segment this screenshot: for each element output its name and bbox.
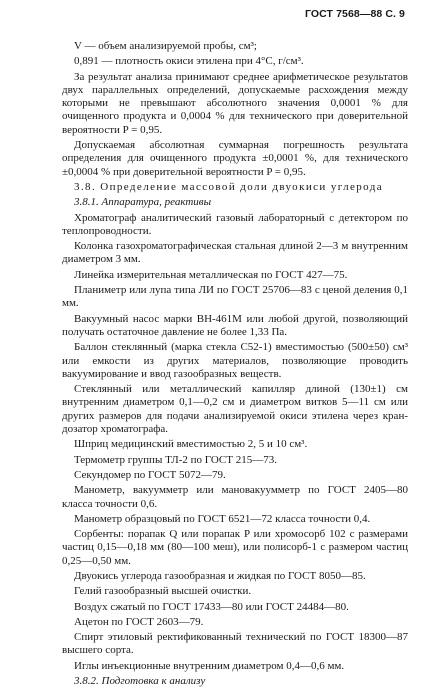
item-compressed-air: Воздух сжатый по ГОСТ 17433—80 или ГОСТ 24484—80.	[74, 600, 349, 613]
item-syringe: Шприц медицинский вместимостью 2, 5 и 10 см³.	[74, 438, 308, 451]
paragraph-volume-def: V — объем анализируемой пробы, см³;	[74, 40, 257, 52]
paragraph-result: За результат анализа принимают среднее арифметическое результатов двух параллельных определений, допускаемые расхождения между которыми не превышают абсолютного значения 0,0001 % для очищенного продукта и 0,0004 % для технического при доверительной вероятности P = 0,95.	[62, 70, 408, 136]
item-acetone: Ацетон по ГОСТ 2603—79.	[74, 615, 204, 628]
paragraph-error: Допускаемая абсолютная суммарная погрешность результата определения для очищенного продукта ±0,0001 %, для технического ±0,0004 % при доверительной вероятности P = 0,95.	[62, 139, 408, 178]
item-capillary: Стеклянный или металлический капилляр длиной (130±1) см внутренним диаметром 0,1—0,2 см и диаметром витков 5—11 см или других размеров для подачи анализируемой окиси этилена через кран-дозатор хроматографа.	[62, 383, 408, 436]
item-carbon-dioxide: Двуокись углерода газообразная и жидкая по ГОСТ 8050—85.	[74, 569, 366, 582]
item-ethyl-alcohol: Спирт этиловый ректификованный технический по ГОСТ 18300—87 высшего сорта.	[62, 631, 408, 657]
item-stopwatch: Секундомер по ГОСТ 5072—79.	[74, 468, 226, 481]
item-manometer: Манометр, вакуумметр или мановакуумметр по ГОСТ 2405—80 класса точности 0,6.	[62, 484, 408, 510]
item-column: Колонка газохроматографическая стальная длиной 2—3 м внутренним диаметром 3 мм.	[62, 240, 408, 266]
page-header: ГОСТ 7568—88 С. 9	[304, 8, 405, 20]
item-reference-manometer: Манометр образцовый по ГОСТ 6521—72 класса точности 0,4.	[74, 512, 371, 525]
item-chromatograph: Хроматограф аналитический газовый лабораторный с детектором по теплопроводности.	[62, 211, 408, 237]
section-heading-3-8: 3.8. Определение массовой доли двуокиси углерода	[74, 180, 384, 193]
subsection-heading-3-8-1: 3.8.1. Аппаратура, реактивы	[74, 196, 212, 209]
item-planimeter: Планиметр или лупа типа ЛИ по ГОСТ 25706—83 с ценой деления 0,1 мм.	[62, 284, 408, 310]
item-vacuum-pump: Вакуумный насос марки ВН-461М или любой другой, позволяющий получать остаточное давление не более 1,33 Па.	[62, 312, 408, 338]
subsection-heading-3-8-2: 3.8.2. Подготовка к анализу	[74, 675, 206, 688]
document-body	[62, 40, 408, 690]
item-sorbents: Сорбенты: порапак Q или порапак P или хромосорб 102 с размерами частиц 0,15—0,18 мм (80—100 меш), или полисорб-1 с размером частиц 0,25—0,50 мм.	[62, 528, 408, 567]
item-thermometer: Термометр группы ТЛ-2 по ГОСТ 215—73.	[74, 453, 277, 466]
paragraph-density-def: 0,891 — плотность окиси этилена при 4°С, г/см³.	[74, 55, 304, 68]
item-helium: Гелий газообразный высшей очистки.	[74, 585, 252, 598]
item-ruler: Линейка измерительная металлическая по ГОСТ 427—75.	[74, 268, 348, 281]
item-needles: Иглы инъекционные внутренним диаметром 0,4—0,6 мм.	[74, 659, 345, 672]
item-glass-balloon: Баллон стеклянный (марка стекла С52-1) вместимостью (500±50) см³ или емкости из других материалов, позволяющие проводить вакуумирование и ввод газообразных веществ.	[62, 341, 408, 380]
